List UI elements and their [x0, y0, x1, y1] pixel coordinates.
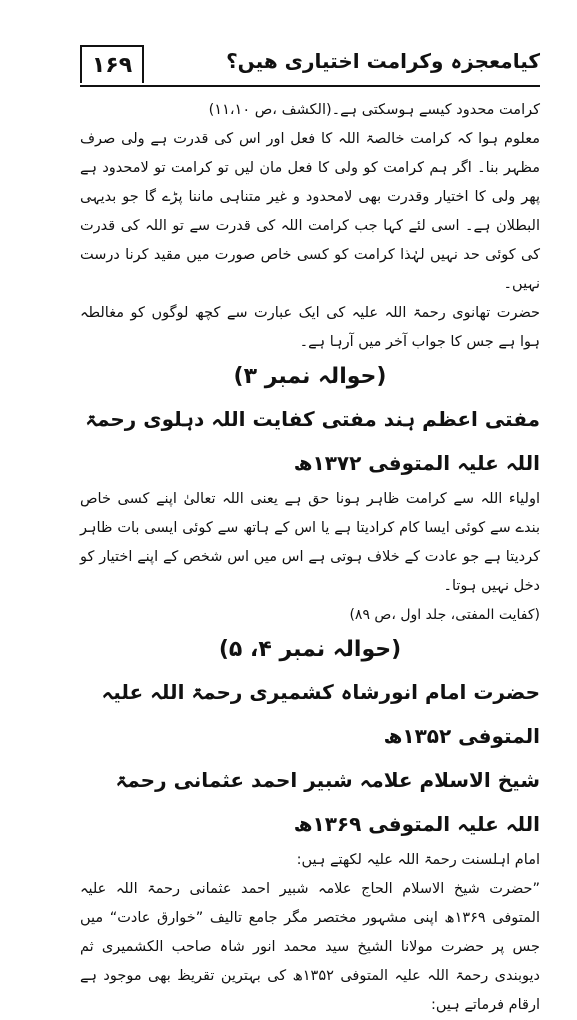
page-header [80, 45, 540, 87]
reference-3-heading: (حوالہ نمبر ۳) [233, 364, 387, 389]
reference-4-5-heading: (حوالہ نمبر ۴، ۵) [218, 637, 402, 662]
paragraph-citation-kashf: کرامت محدود کیسے ہوسکتی ہے۔(الکشف ،ص ۱۱،۱۰) [208, 102, 540, 118]
citation-kifayat-mufti: (کفایت المفتی، جلد اول ،ص ۸۹) [349, 607, 540, 623]
paragraph-intro: امام اہلسنت رحمۃ اللہ علیہ لکھتے ہیں: [296, 852, 540, 868]
page-body [80, 96, 540, 1020]
reference-5-person: شیخ الاسلام علامہ شبیر احمد عثمانی رحمۃ اللہ علیہ المتوفی ۱۳۶۹ھ [115, 768, 540, 836]
page-number: ۱۶۹ [80, 45, 144, 83]
paragraph-quote: ”حضرت شیخ الاسلام الحاج علامہ شبیر احمد عثمانی رحمۃ اللہ علیہ المتوفی ۱۳۶۹ھ اپنی مشہور مختصر مگر جامع تالیف ”خوارق عادت“ میں جس پر حضرت مولانا الشیخ سید محمد انور شاہ صاحب الکشمیری ثم دیوبندی رحمۃ اللہ علیہ المتوفی ۱۳۵۲ھ کی بہترین تقریظ بھی موجود ہے ارقام فرماتے ہیں: [80, 881, 541, 1013]
paragraph-awliya-karamat: اولیاء اللہ سے کرامت ظاہر ہونا حق ہے یعنی اللہ تعالیٰ اپنے کسی خاص بندے سے کوئی ایسا کام کرادیتا ہے یا اس کے ہاتھ سے کوئی ایسی بات ظاہر کردیتا ہے جو عادت کے خلاف ہوتی ہے اس میں اس شخص کے اپنے اختیار کو دخل نہیں ہوتا۔ [80, 491, 540, 594]
reference-4-person: حضرت امام انورشاہ کشمیری رحمۃ اللہ علیہ المتوفی ۱۳۵۲ھ [101, 680, 540, 748]
reference-3-person: مفتی اعظم ہند مفتی کفایت اللہ دہلوی رحمۃ اللہ علیہ المتوفی ۱۳۷۲ھ [85, 407, 540, 475]
running-title: کیامعجزہ وکرامت اختیاری ھیں؟ [226, 49, 540, 73]
paragraph-thanvi-note: حضرت تھانوی رحمۃ اللہ علیہ کی ایک عبارت سے کچھ لوگوں کو مغالطہ ہوا ہے جس کا جواب آخر میں آرہا ہے۔ [80, 305, 540, 350]
paragraph-karamat-explanation: معلوم ہوا کہ کرامت خالصۃ اللہ کا فعل اور اس کی قدرت ہے ولی صرف مظہر بنا۔ اگر ہم کرامت کو ولی کا فعل مان لیں تو کرامت تو لامحدود ہے پھر ولی کا اختیار وقدرت بھی لامحدود و غیر متناہی ماننا پڑے گا جو بدیہی البطلان ہے۔ اسی لئے کہا جب کرامت اللہ کی قدرت سے تو اللہ کی قدرت کی کوئی حد نہیں لہٰذا کرامت کو کسی خاص صورت میں مقید کرنا درست نہیں۔ [80, 131, 540, 292]
